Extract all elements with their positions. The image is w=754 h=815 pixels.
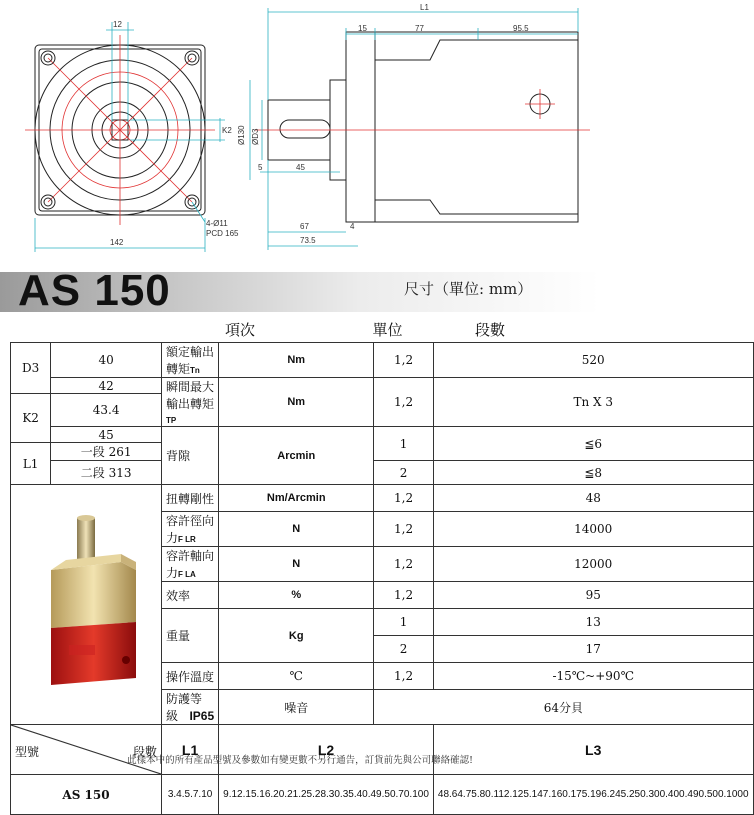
- dim-pcd: PCD 165: [206, 229, 239, 238]
- stiffness-label: 扭轉剛性: [162, 485, 219, 512]
- dim-5: 5: [258, 163, 263, 172]
- dim-130: Ø130: [237, 125, 246, 145]
- radial-stage: 1,2: [374, 512, 434, 547]
- product-image-cell: [11, 485, 162, 725]
- temp-label: 操作溫度: [162, 663, 219, 690]
- dim-142: 142: [110, 238, 124, 247]
- column-headers: [165, 318, 520, 340]
- stage-header: 段數: [132, 745, 157, 759]
- weight-stage-1: 1: [374, 609, 434, 636]
- l1-ratios: 3.4.5.7.10: [162, 775, 219, 815]
- table-row: [11, 725, 754, 775]
- weight-value-1: 13: [433, 609, 753, 636]
- weight-value-2: 17: [433, 636, 753, 663]
- rated-torque-label: 額定輸出轉矩Tn: [162, 343, 219, 378]
- backlash-stage-2: 2: [374, 461, 434, 485]
- front-view: [25, 35, 215, 225]
- stiffness-stage: 1,2: [374, 485, 434, 512]
- header-unit: 單位: [372, 320, 403, 339]
- l2-header: L2: [219, 725, 434, 775]
- noise-value: 64分貝: [374, 690, 753, 725]
- dim-4: 4: [350, 222, 355, 231]
- weight-unit: Kg: [219, 609, 374, 663]
- backlash-label: 背隙: [162, 427, 219, 485]
- backlash-unit: Arcmin: [219, 427, 374, 485]
- rated-torque-stage: 1,2: [374, 343, 434, 378]
- dim-45: 45: [296, 163, 305, 172]
- l3-ratios: 48.64.75.80.112.125.147.160.175.196.245.250.300.400.490.500.1000: [433, 775, 753, 815]
- dim-holes: 4-Ø11: [206, 219, 228, 228]
- weight-label: 重量: [162, 609, 219, 663]
- peak-torque-value: Tn X 3: [433, 378, 753, 427]
- protection-label: 防護等級 IP65: [162, 690, 219, 725]
- radial-label: 容許徑向力F LR: [162, 512, 219, 547]
- dim-12: 12: [113, 20, 122, 29]
- axial-stage: 1,2: [374, 547, 434, 582]
- weight-stage-2: 2: [374, 636, 434, 663]
- backlash-value-2: ≦8: [433, 461, 753, 485]
- axial-unit: N: [219, 547, 374, 582]
- efficiency-unit: %: [219, 582, 374, 609]
- table-row: [11, 485, 754, 512]
- dim-95: 95.5: [513, 24, 529, 33]
- table-row: [11, 427, 754, 443]
- l1-value-2: 二段 313: [51, 461, 162, 485]
- stiffness-unit: Nm/Arcmin: [219, 485, 374, 512]
- temp-stage: 1,2: [374, 663, 434, 690]
- temp-unit: ℃: [219, 663, 374, 690]
- dim-d3: ØD3: [251, 128, 260, 145]
- dim-k2: K2: [222, 126, 232, 135]
- d3-value-1: 40: [51, 343, 162, 378]
- model-title: AS 150: [18, 266, 171, 315]
- side-view: [255, 32, 590, 222]
- header-item: 項次: [224, 320, 255, 339]
- table-row: [11, 775, 754, 815]
- l1-header: L1: [162, 725, 219, 775]
- technical-drawing: [0, 0, 600, 262]
- d3-label: D3: [11, 343, 51, 394]
- k2-value-1: 43.4: [51, 394, 162, 427]
- table-row: [11, 461, 754, 485]
- size-unit-label: 尺寸（單位: mm）: [404, 280, 533, 298]
- protection-value: IP65: [189, 709, 215, 723]
- axial-label: 容許軸向力F LA: [162, 547, 219, 582]
- header-stage: 段數: [474, 320, 505, 339]
- model-banner: [0, 266, 600, 318]
- peak-torque-stage: 1,2: [374, 378, 434, 427]
- l3-header: L3: [433, 725, 753, 775]
- dim-l1: L1: [420, 3, 429, 12]
- rated-torque-unit: Nm: [219, 343, 374, 378]
- k2-value-2: 45: [51, 427, 162, 443]
- ratio-model: AS 150: [11, 775, 162, 815]
- dim-77: 77: [415, 24, 424, 33]
- model-header: 型號: [15, 745, 40, 759]
- l1-label: L1: [11, 443, 51, 485]
- axial-value: 12000: [433, 547, 753, 582]
- efficiency-label: 效率: [162, 582, 219, 609]
- spec-table: [10, 342, 754, 815]
- peak-torque-unit: Nm: [219, 378, 374, 427]
- l2-ratios: 9.12.15.16.20.21.25.28.30.35.40.49.50.70.100: [219, 775, 434, 815]
- footnote: 此樣本中的所有產品型號及參數如有變更數不另行通告，訂貨前先與公司聯絡確認!: [127, 755, 473, 766]
- dim-73: 73.5: [300, 236, 316, 245]
- table-row: [11, 378, 754, 394]
- gearbox-product-image: [11, 510, 161, 700]
- peak-torque-label: 瞬間最大輸出轉矩TP: [162, 378, 219, 427]
- table-row: [11, 343, 754, 378]
- efficiency-stage: 1,2: [374, 582, 434, 609]
- k2-label: K2: [11, 394, 51, 443]
- backlash-value-1: ≦6: [433, 427, 753, 461]
- stiffness-value: 48: [433, 485, 753, 512]
- radial-value: 14000: [433, 512, 753, 547]
- dim-67: 67: [300, 222, 309, 231]
- dim-15: 15: [358, 24, 367, 33]
- temp-value: -15℃~+90℃: [433, 663, 753, 690]
- noise-label: 噪音: [219, 690, 374, 725]
- efficiency-value: 95: [433, 582, 753, 609]
- ratio-header-corner: [11, 725, 162, 775]
- l1-value-1: 一段 261: [51, 443, 162, 461]
- backlash-stage-1: 1: [374, 427, 434, 461]
- d3-value-2: 42: [51, 378, 162, 394]
- radial-unit: N: [219, 512, 374, 547]
- rated-torque-value: 520: [433, 343, 753, 378]
